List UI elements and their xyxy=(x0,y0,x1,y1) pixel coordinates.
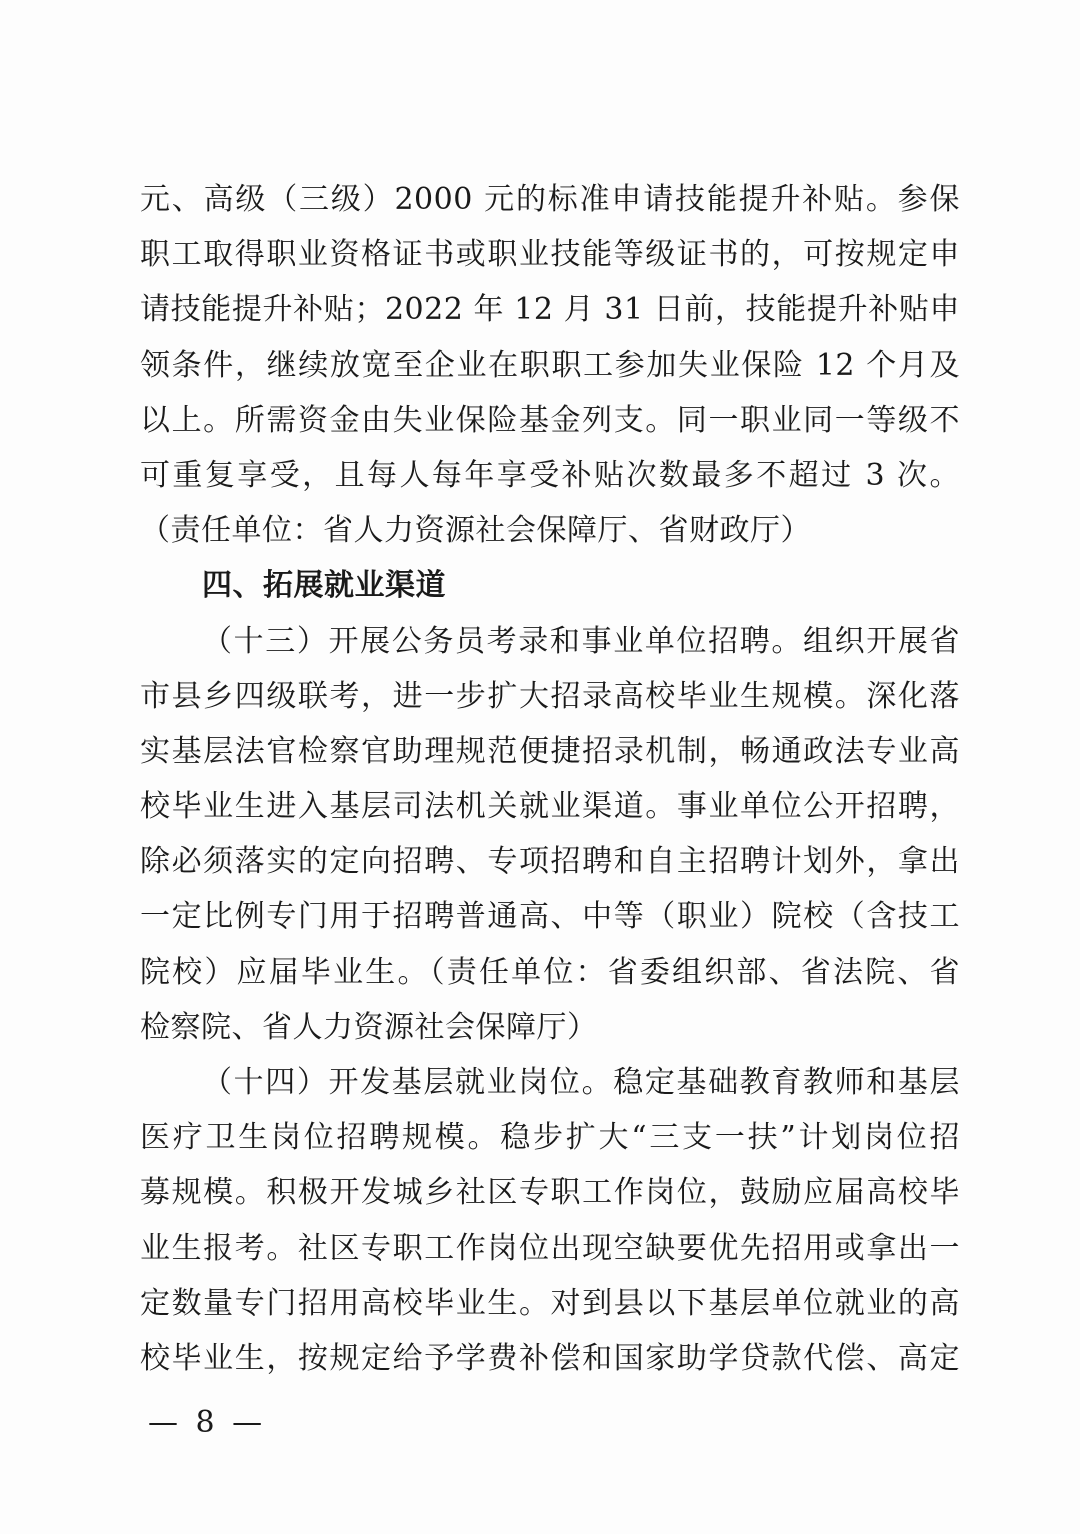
page-number: — 8 — xyxy=(148,1405,267,1440)
text-line: 定数量专门招用高校毕业生。对到县以下基层单位就业的高 xyxy=(140,1285,960,1321)
text-line: 一定比例专门用于招聘普通高、中等（职业）院校（含技工 xyxy=(140,899,960,935)
text-line: 市县乡四级联考，进一步扩大招录高校毕业生规模。深化落 xyxy=(140,678,960,714)
text-line: 实基层法官检察官助理规范便捷招录机制，畅通政法专业高 xyxy=(140,733,960,769)
text-line: 募规模。积极开发城乡社区专职工作岗位，鼓励应届高校毕 xyxy=(140,1175,960,1211)
text-line: 元、高级（三级）2000 元的标准申请技能提升补贴。参保 xyxy=(140,182,960,217)
text-line: 请技能提升补贴；2022 年 12 月 31 日前，技能提升补贴申 xyxy=(140,292,960,328)
text-line: 校毕业生进入基层司法机关就业渠道。事业单位公开招聘， xyxy=(140,789,960,825)
text-line: 除必须落实的定向招聘、专项招聘和自主招聘计划外，拿出 xyxy=(140,844,960,880)
text-line: 校毕业生，按规定给予学费补偿和国家助学贷款代偿、高定 xyxy=(140,1340,960,1376)
section-heading: 四、拓展就业渠道 xyxy=(202,568,446,604)
text-line: 业生报考。社区专职工作岗位出现空缺要优先招用或拿出一 xyxy=(140,1230,960,1266)
body-text xyxy=(140,172,960,1386)
text-line: （十四）开发基层就业岗位。稳定基础教育教师和基层 xyxy=(202,1065,960,1100)
text-line: 检察院、省人力资源社会保障厅） xyxy=(140,1009,598,1045)
text-line: （十三）开展公务员考录和事业单位招聘。组织开展省 xyxy=(202,623,960,659)
text-line: 可重复享受，且每人每年享受补贴次数最多不超过 3 次。 xyxy=(140,457,960,493)
text-line: 领条件，继续放宽至企业在职职工参加失业保险 12 个月及 xyxy=(140,347,960,383)
text-line: 院校）应届毕业生。（责任单位：省委组织部、省法院、省 xyxy=(140,954,960,990)
text-line: 以上。所需资金由失业保险基金列支。同一职业同一等级不 xyxy=(140,402,960,438)
text-line: 职工取得职业资格证书或职业技能等级证书的，可按规定申 xyxy=(140,237,960,273)
text-line: （责任单位：省人力资源社会保障厅、省财政厅） xyxy=(140,513,811,549)
text-line: 医疗卫生岗位招聘规模。稳步扩大“三支一扶”计划岗位招 xyxy=(140,1120,960,1156)
